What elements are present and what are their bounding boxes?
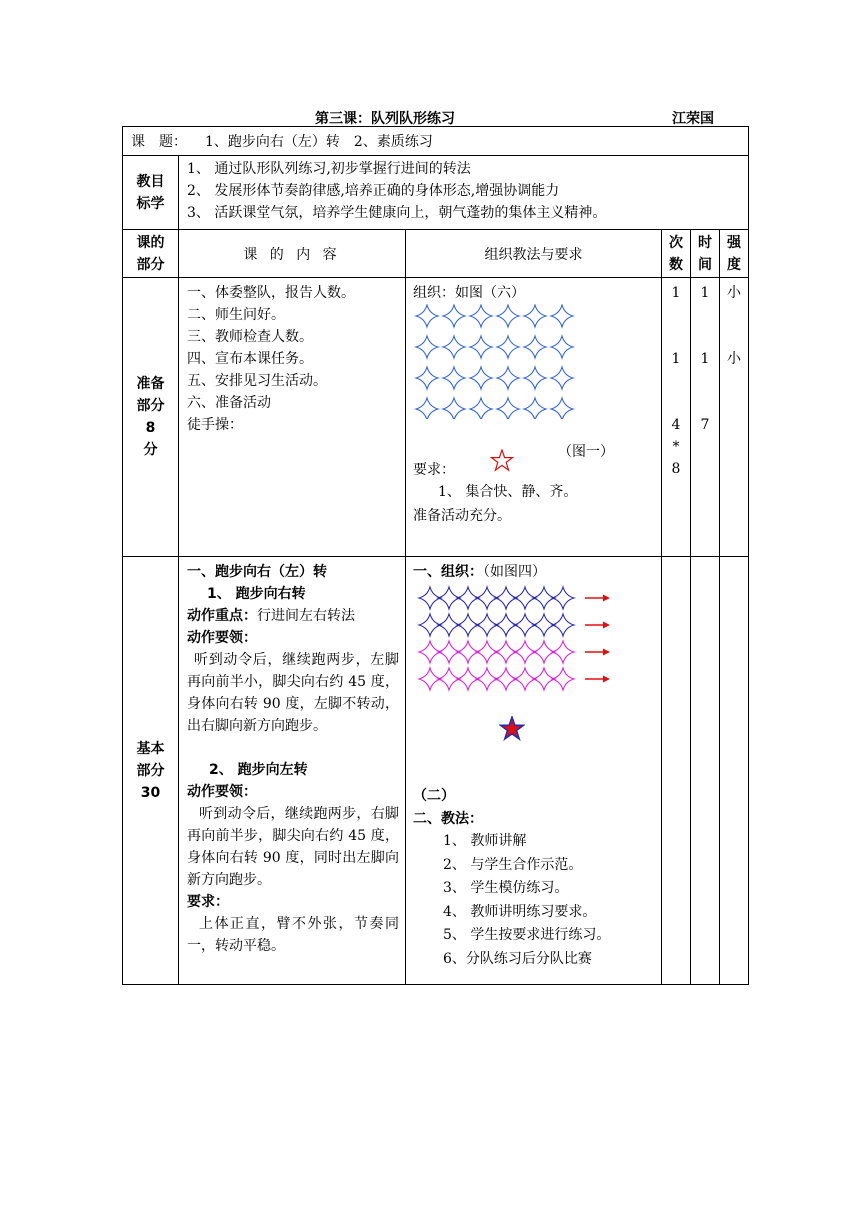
topic-row	[123, 127, 749, 156]
prep-requirement: 准备活动充分。	[413, 508, 511, 524]
method-item: 6、分队练习后分队比赛	[443, 950, 592, 967]
col-method: 组织教法与要求	[406, 230, 662, 278]
arrow-right-icon	[585, 595, 610, 602]
prep-content-item: 四、宣布本课任务。	[187, 351, 313, 367]
prep-label: 准备 部分 8 分	[123, 278, 179, 557]
student-star-icon	[470, 367, 492, 389]
lesson-plan-table	[122, 126, 749, 985]
basic-org-title: 一、组织：	[413, 564, 483, 580]
student-star-icon	[443, 398, 465, 419]
student-star-icon	[416, 305, 438, 327]
method-title: 二、教法：	[413, 811, 483, 827]
col-part: 课的 部分	[123, 230, 179, 278]
student-star-icon	[524, 398, 546, 419]
essentials-label: 动作要领：	[187, 630, 257, 646]
basic-method	[406, 557, 662, 985]
basic-subheading: 1、 跑步向右转	[207, 586, 306, 602]
objective-item: 3、 活跃课堂气氛，培养学生健康向上，朝气蓬勃的集体主义精神。	[187, 205, 607, 221]
method-item: 1、 教师讲解	[443, 833, 527, 849]
prep-method	[406, 278, 662, 557]
student-star-icon	[497, 367, 519, 389]
method-list	[443, 830, 610, 971]
prep-times: 1 1 7	[691, 278, 720, 557]
essentials-label: 动作要领：	[187, 784, 257, 800]
student-star-icon	[416, 367, 438, 389]
figure-label-2: （二）	[413, 788, 455, 804]
student-star-icon	[443, 305, 465, 327]
basic-subheading: 2、 跑步向左转	[209, 762, 308, 778]
basic-org-ref: （如图四）	[483, 564, 546, 580]
topic-label: 课 题：	[131, 134, 187, 150]
page-title: 第三课：队列队形练习	[315, 111, 455, 127]
student-star-icon	[524, 367, 546, 389]
method-item: 3、 学生模仿练习。	[443, 880, 569, 896]
key-value: 行进间左右转法	[257, 608, 355, 624]
prep-content-item: 六、准备活动	[187, 395, 271, 411]
arrow-right-icon	[585, 676, 610, 683]
formation-diagram-2	[413, 583, 628, 698]
col-time: 时 间	[691, 230, 720, 278]
student-star-icon	[470, 398, 492, 419]
col-content: 课 的 内 容	[179, 230, 406, 278]
student-star-icon	[551, 305, 573, 327]
prep-content-item: 一、体委整队，报告人数。	[187, 285, 355, 301]
prep-requirement: 1、 集合快、静、齐。	[438, 484, 578, 500]
basic-counts	[662, 557, 691, 985]
method-item: 5、 学生按要求进行练习。	[443, 927, 611, 943]
prep-intensity: 小 小	[720, 278, 749, 557]
student-star-icon	[497, 398, 519, 419]
basic-heading: 一、跑步向右（左）转	[187, 564, 327, 580]
col-intensity: 强 度	[720, 230, 749, 278]
student-star-icon	[497, 305, 519, 327]
objective-item: 1、 通过队形队列练习,初步掌握行进间的转法	[187, 161, 471, 177]
student-star-icon	[497, 336, 519, 358]
student-star-icon	[443, 367, 465, 389]
objectives-list	[179, 156, 749, 230]
student-star-icon	[551, 367, 573, 389]
requirement-label: 要求：	[187, 894, 229, 910]
student-star-icon	[416, 398, 438, 419]
essentials-text: 听到动令后，继续跑两步，左脚再向前半小，脚尖向右约 45 度，身体向右转 90 度，左脚不转动，出右脚向新方向跑步。	[187, 652, 399, 734]
prep-content-item: 五、安排见习生活动。	[187, 373, 327, 389]
student-star-icon	[416, 336, 438, 358]
student-star-icon	[524, 305, 546, 327]
prep-requirement-label: 要求：	[413, 462, 455, 478]
author-name: 江荣国	[672, 111, 714, 127]
essentials-text: 听到动令后，继续跑两步，右脚再向前半步，脚尖向右约 45 度，身体向右转 90 度，同时出左脚向新方向跑步。	[187, 806, 399, 888]
basic-intensity	[720, 557, 749, 985]
objectives-label: 教目 标学	[123, 156, 179, 230]
method-item: 4、 教师讲明练习要求。	[443, 903, 597, 920]
prep-org-title: 组织：如图（六）	[413, 285, 525, 301]
col-count: 次 数	[662, 230, 691, 278]
student-star-icon	[443, 336, 465, 358]
topic-value: 1、跑步向右（左）转 2、素质练习	[205, 134, 433, 150]
basic-label: 基本 部分 30	[123, 557, 179, 985]
teacher-star-icon	[490, 449, 514, 473]
teacher-star-icon	[499, 716, 525, 742]
prep-content	[179, 278, 406, 557]
arrow-right-icon	[585, 622, 610, 629]
prep-content-item: 二、师生问好。	[187, 307, 285, 323]
prep-content-item: 徒手操：	[187, 417, 243, 433]
figure-caption: （图一）	[558, 444, 614, 460]
student-star-icon	[524, 336, 546, 358]
student-star-icon	[551, 398, 573, 419]
prep-counts: 1 1 4 * 8	[662, 278, 691, 557]
objective-item: 2、 发展形体节奏韵律感,培养正确的身体形态,增强协调能力	[187, 183, 560, 199]
arrow-right-icon	[585, 649, 610, 656]
student-star-icon	[470, 305, 492, 327]
student-star-icon	[470, 336, 492, 358]
formation-diagram-1	[413, 304, 613, 419]
basic-times	[691, 557, 720, 985]
method-item: 2、 与学生合作示范。	[443, 856, 583, 873]
prep-content-item: 三、教师检查人数。	[187, 329, 313, 345]
key-label: 动作重点：	[187, 608, 257, 624]
basic-content	[179, 557, 406, 985]
requirement-text: 上体正直，臂不外张，节奏同一，转动平稳。	[187, 916, 399, 954]
student-star-icon	[551, 336, 573, 358]
